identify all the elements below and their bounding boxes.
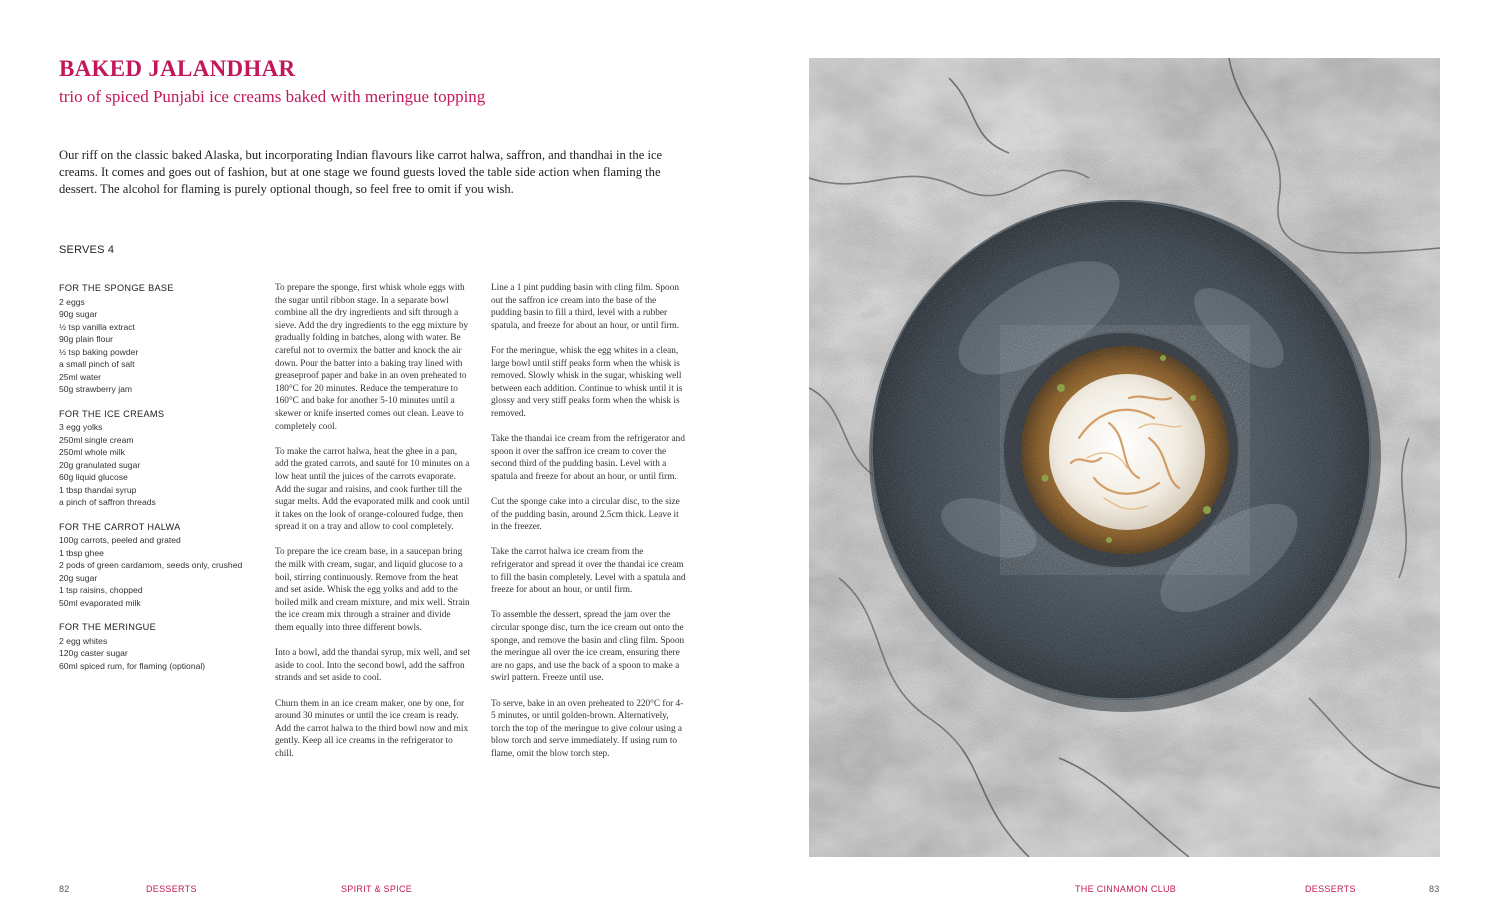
footer-book-title: SPIRIT & SPICE (341, 884, 413, 894)
method-paragraph: To prepare the sponge, first whisk whole eggs with the sugar until ribbon stage. In a separate bowl combine all the dry ingredients and sift through a sieve. Add the dry ingredients to the egg mixture by gradually folding in batches, along with water. Be careful not to overmix the batter and knock the air down. Pour the batter into a baking tray lined with greaseproof paper and bake in an oven preheated to 180°C for 20 minutes. Reduce the temperature to 160°C and bake for another 5-10 minutes until a skewer or knife inserted comes out clean. Leave to completely cool. (275, 283, 469, 432)
ingredient-item: 2 pods of green cardamom, seeds only, crushed (59, 560, 243, 570)
ingredient-item: 3 egg yolks (59, 422, 103, 432)
ingredient-section (59, 621, 259, 672)
method-paragraph: For the meringue, whisk the egg whites in a clean, large bowl until stiff peaks form when the whisk is removed. Slowly whisk in the sugar, whisking well between each addition. Continue to whisk until it is glossy and very stiff peaks form when the whisk is removed. (491, 345, 683, 419)
ingredient-item: 1 tbsp ghee (59, 547, 104, 558)
method-paragraph: Line a 1 pint pudding basin with cling film. Spoon out the saffron ice cream into the base of the pudding basin to fill a third, level with a rubber spatula, and freeze for about an hour, or until firm. (491, 283, 680, 331)
method-column-2 (491, 282, 687, 773)
ingredient-heading: FOR THE CARROT HALWA (59, 521, 181, 532)
ingredient-item: a small pinch of salt (59, 359, 135, 369)
ingredient-item: a pinch of saffron threads (59, 497, 156, 507)
method-paragraph: To serve, bake in an oven preheated to 220°C for 4-5 minutes, or until golden-brown. Alternatively, torch the top of the meringue to give colour using a blow torch and serve immediately. If using rum to flame, omit the blow torch step. (491, 698, 684, 759)
ingredient-item: 120g caster sugar (59, 648, 128, 658)
ingredient-section (59, 521, 259, 610)
ingredient-item: 250ml whole milk (59, 447, 125, 457)
ingredient-item: 1 tsp raisins, chopped (59, 585, 143, 595)
method-paragraph: Take the thandai ice cream from the refrigerator and spoon it over the saffron ice cream to cover the second third of the pudding basin. Level with a spatula and freeze for about an hour, or until firm. (491, 434, 685, 482)
ingredient-item: 60g liquid glucose (59, 472, 128, 482)
serves-label: SERVES 4 (59, 244, 115, 256)
method-paragraph: Into a bowl, add the thandai syrup, mix well, and set aside to cool. Into the second bowl, add the saffron strands and set aside to cool. (275, 648, 470, 684)
footer-section-left: DESSERTS (146, 884, 197, 894)
ingredient-item: 90g sugar (59, 309, 98, 319)
ingredient-heading: FOR THE SPONGE BASE (59, 283, 174, 293)
ingredient-heading: FOR THE MERINGUE (59, 622, 157, 632)
ingredient-item: 50g strawberry jam (59, 384, 133, 394)
method-paragraph: To prepare the ice cream base, in a saucepan bring the milk with cream, sugar, and liquid glucose to a boil, stirring continuously. Remove from the heat and set aside. Whisk the egg yolks and add to the boiled milk and cream mixture, and mix well. Strain the ice cream mix through a strainer and divide them equally into three different bowls. (275, 547, 470, 634)
ingredient-item: 250ml single cream (59, 434, 134, 445)
ingredient-item: 2 egg whites (59, 635, 108, 646)
method-paragraph: Churn them in an ice cream maker, one by one, for around 30 minutes or until the ice cream is ready. Add the carrot halwa to the third bowl now and mix gently. Keep all ice creams in the refrigerator to chill. (275, 698, 469, 759)
method-column-1 (275, 282, 471, 773)
ingredient-item: 50ml evaporated milk (59, 597, 141, 608)
ingredient-item: 1 tbsp thandai syrup (59, 484, 137, 495)
ingredient-item: ½ tsp vanilla extract (59, 321, 135, 332)
ingredient-item: 20g granulated sugar (59, 459, 141, 470)
method-paragraph: Take the carrot halwa ice cream from the refrigerator and spread it over the thandai ice cream to fill the basin completely. Level with a spatula and freeze for about an hour, or until firm. (491, 547, 686, 596)
ingredient-item: 60ml spiced rum, for flaming (optional) (59, 660, 206, 671)
footer-section-right: DESSERTS (1305, 884, 1356, 894)
ingredient-item: 25ml water (59, 371, 102, 382)
dessert-photo (809, 58, 1440, 857)
method-paragraph: To assemble the dessert, spread the jam over the circular sponge disc, turn the ice cream out onto the sponge, and remove the basin and cling film. Spoon the meringue all over the ice cream, ensuring there are no gaps, and use the back of a spoon to make a swirl pattern. Freeze until use. (491, 610, 685, 684)
dessert-photo-illustration (809, 58, 1440, 857)
ingredient-item: 90g plain flour (59, 334, 113, 344)
recipe-title: BAKED JALANDHAR (59, 56, 296, 81)
ingredient-item: 100g carrots, peeled and grated (59, 535, 181, 545)
ingredient-section (59, 408, 259, 509)
page-number-left: 82 (59, 884, 70, 894)
recipe-intro: Our riff on the classic baked Alaska, but incorporating Indian flavours like carrot halwa, saffron, and thandhai in the ice creams. It comes and goes out of fashion, but at one stage we found guests loved the table side action when flaming the dessert. The alcohol for flaming is purely optional though, so feel free to omit if you wish. (59, 148, 663, 196)
method-paragraph: To make the carrot halwa, heat the ghee in a pan, add the grated carrots, and sauté for 10 minutes on a low heat until the juices of the carrots evaporate. Add the sugar and raisins, and cook further till the sugar melts. Add the evaporated milk and cook until it takes on the look of orange-coloured fudge, then spread it on a tray and allow to cool completely. (275, 446, 470, 533)
ingredients-list (59, 282, 259, 684)
ingredient-section (59, 282, 259, 396)
page-number-right: 83 (1429, 884, 1440, 894)
method-paragraph: Cut the sponge cake into a circular disc, to the size of the pudding basin, around 2.5cm thick. Leave it in the freezer. (491, 497, 680, 533)
ingredient-item: 2 eggs (59, 296, 85, 307)
ingredient-item: ½ tsp baking powder (59, 346, 139, 357)
footer-publisher: THE CINNAMON CLUB (1075, 884, 1177, 894)
ingredient-item: 20g sugar (59, 572, 98, 583)
recipe-subtitle: trio of spiced Punjabi ice creams baked with meringue topping (59, 87, 486, 106)
ingredient-heading: FOR THE ICE CREAMS (59, 408, 165, 419)
